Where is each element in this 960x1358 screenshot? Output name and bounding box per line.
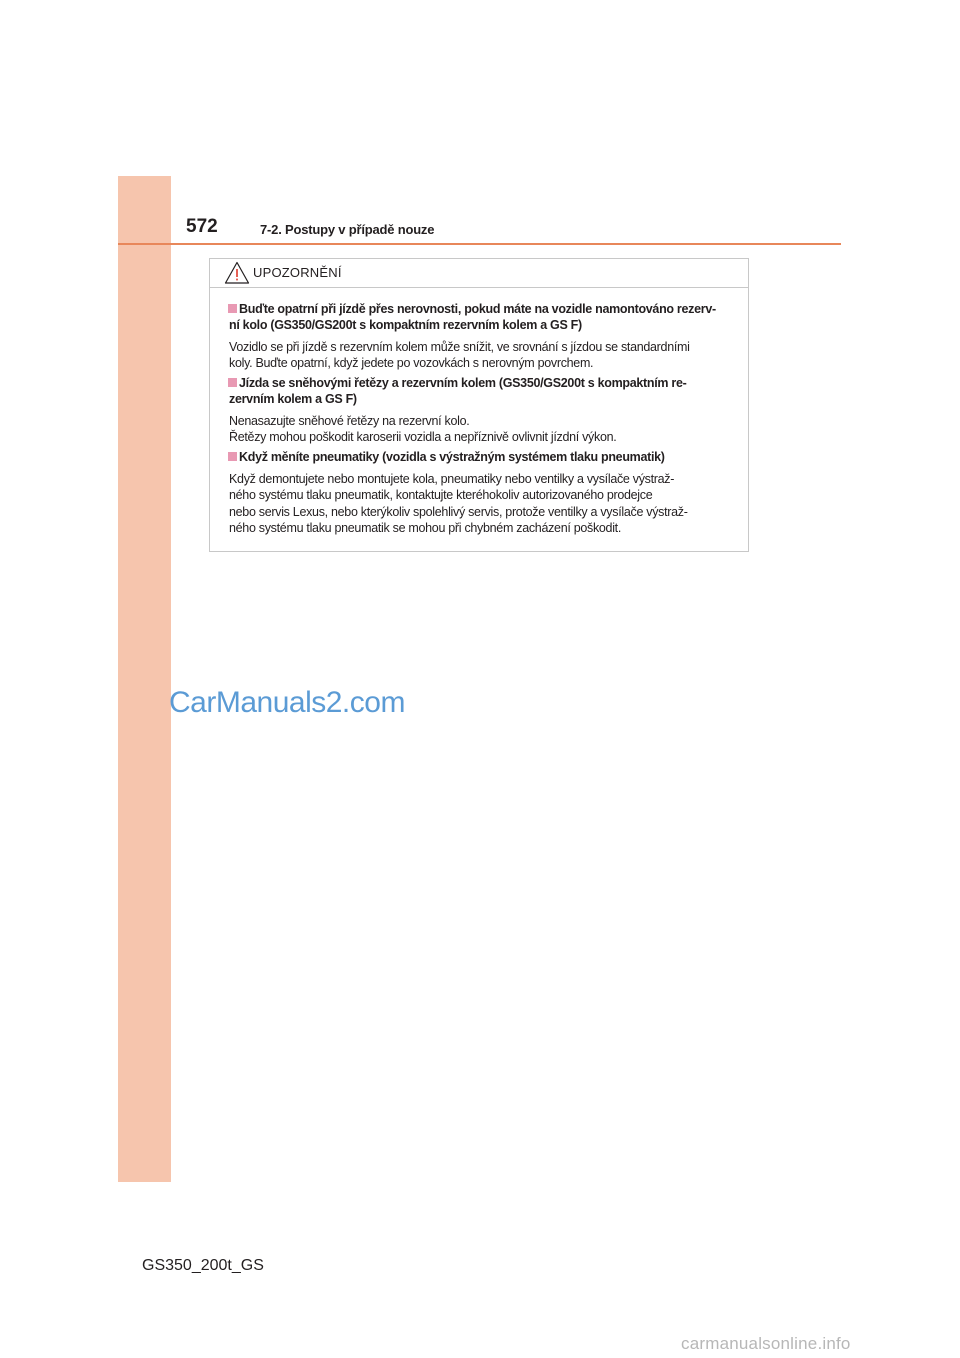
footer-model-code: GS350_200t_GS <box>142 1257 264 1274</box>
square-bullet-icon <box>228 452 237 461</box>
warning-triangle-icon <box>224 261 250 285</box>
warning-item-heading: Buďte opatrní při jízdě přes nerovnosti, pokud máte na vozidle namontováno rezerv- ní kolo (GS350/GS200t s kompaktním rezervním kolem a GS F) <box>229 302 716 332</box>
watermark-carmanualsonline: carmanualsonline.info <box>681 1334 851 1353</box>
warning-label: UPOZORNĚNÍ <box>253 265 342 280</box>
header-divider <box>118 243 841 245</box>
square-bullet-icon <box>228 304 237 313</box>
warning-item-text: Vozidlo se při jízdě s rezervním kolem může snížit, ve srovnání s jízdou se standardními koly. Buďte opatrní, když jedete po vozovkách s nerovným povrchem. <box>229 340 690 371</box>
warning-header <box>210 259 748 288</box>
warning-item-heading: Když měníte pneumatiky (vozidla s výstražným systémem tlaku pneumatik) <box>228 449 746 465</box>
chapter-side-tab <box>118 176 171 1182</box>
warning-item-text: Když demontujete nebo montujete kola, pneumatiky nebo ventilky a vysílače výstraž- ného systému tlaku pneumatik, kontaktujte kteréhokoliv autorizovaného prodejce nebo servis Lexus, nebo kterýkoliv spolehlivý servis, protože ventilky a vysílače výstraž- ného systému tlaku pneumatik se mohou při chybném zacházení poškodit. <box>229 472 688 535</box>
watermark-carmanuals2: CarManuals2.com <box>169 686 405 719</box>
page-number: 572 <box>186 216 218 237</box>
square-bullet-icon <box>228 378 237 387</box>
warning-item-heading: Jízda se sněhovými řetězy a rezervním kolem (GS350/GS200t s kompaktním re- zervním kolem a GS F) <box>229 376 687 406</box>
warning-item-text: Nenasazujte sněhové řetězy na rezervní kolo. Řetězy mohou poškodit karoserii vozidla a nepříznivě ovlivnit jízdní výkon. <box>229 414 617 445</box>
section-title: 7-2. Postupy v případě nouze <box>260 222 435 237</box>
warning-box <box>209 258 749 552</box>
